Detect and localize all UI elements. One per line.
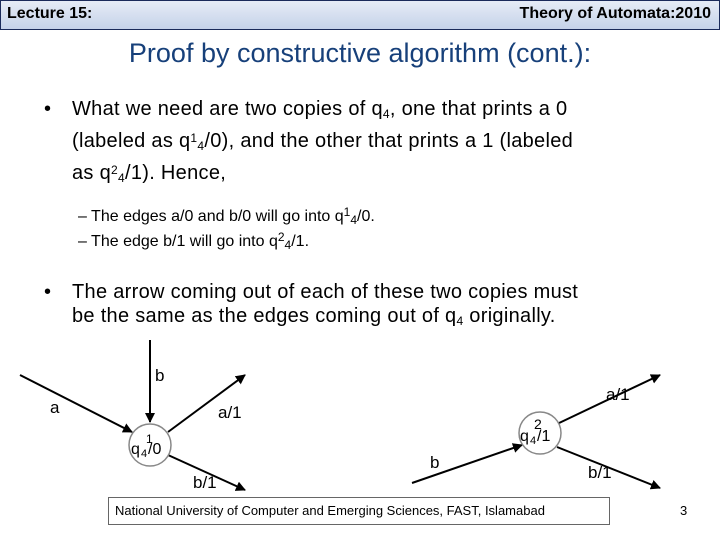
course-label: Theory of Automata:2010 <box>519 5 711 22</box>
state-out: /0 <box>148 441 162 458</box>
left-state-machine <box>20 340 245 492</box>
label-in-b: b <box>430 453 440 472</box>
lecture-label: Lecture 15: <box>7 5 93 22</box>
label-out-b1: b/1 <box>193 473 217 492</box>
state-sup: 1 <box>146 432 153 446</box>
state-base: q <box>520 428 529 445</box>
label-out-a1: a/1 <box>606 385 630 404</box>
bullet-1-line-3: as $q^2_4/1$). Hence, <box>72 162 227 185</box>
bullet-dot: • <box>44 281 52 303</box>
edge-in-b <box>412 445 522 483</box>
slide-footer <box>108 497 610 525</box>
page-number: 3 <box>680 503 688 518</box>
state-base: q <box>131 441 140 458</box>
bullet-2-line-1: The arrow coming out of each of these two copies must <box>72 281 579 303</box>
slide-title: Proof by constructive algorithm (cont.): <box>128 38 592 68</box>
state-sub: 4 <box>530 435 537 447</box>
label-out-b1: b/1 <box>588 463 612 482</box>
bullet-1-line-1: What we need are two copies of $q_4$, one that prints a 0 <box>72 98 568 121</box>
bullet-1-line-2: (labeled as $q^1_4/0$), and the other that prints a 1 (labeled <box>72 130 574 153</box>
right-state-machine <box>412 375 660 488</box>
bullet-dot: • <box>44 98 52 120</box>
bullet-2-line-2: be the same as the edges coming out of $q_4$ originally. <box>72 305 556 328</box>
footer-text: National University of Computer and Emerging Sciences, FAST, Islamabad <box>115 503 545 518</box>
label-in-a: a <box>50 398 60 417</box>
label-in-b: b <box>155 366 165 385</box>
edge-in-a <box>20 375 132 432</box>
state-sup: 2 <box>534 416 542 432</box>
state-out: /1 <box>537 428 551 445</box>
state-sub: 4 <box>141 448 148 460</box>
sub-bullet-2: – The edge b/1 will go into $q^2_4/1$. <box>78 230 310 252</box>
sub-bullet-1: – The edges a/0 and b/0 will go into $q^1_4/0$. <box>78 205 375 227</box>
label-out-a1: a/1 <box>218 403 242 422</box>
